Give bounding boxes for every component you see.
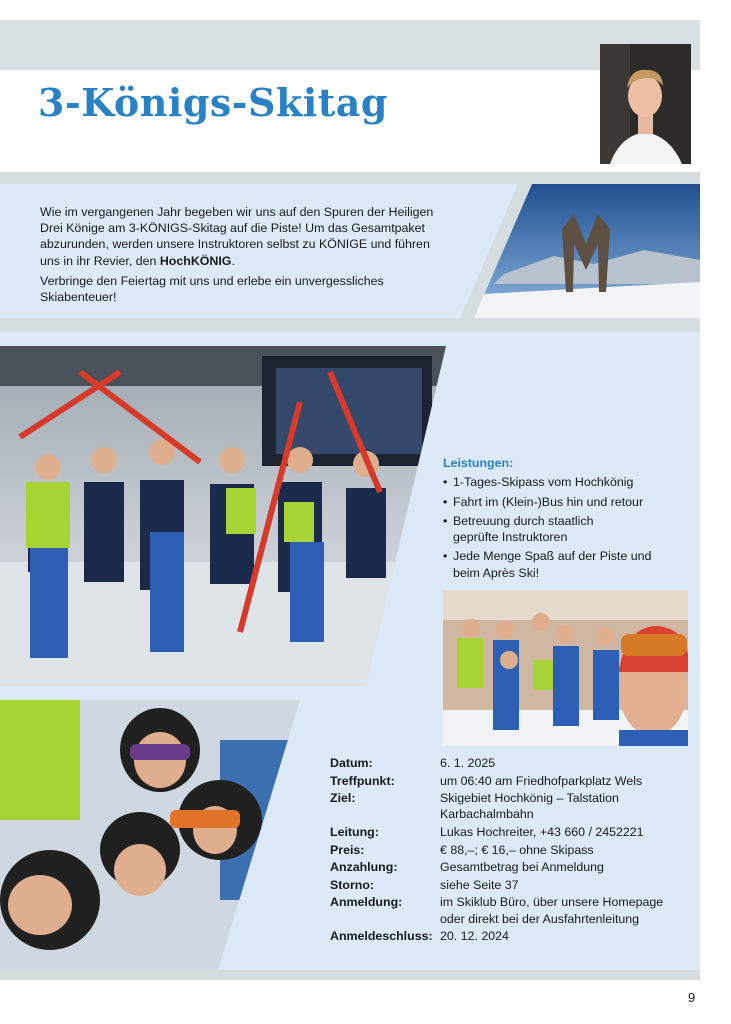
info-row-destination	[330, 790, 700, 822]
service-item	[443, 548, 693, 581]
info-value: im Skiklub Büro, über unsere Homepage oder direkt bei der Ausfahrtenleitung	[440, 895, 664, 926]
intro-bold-text: HochKÖNIG	[159, 253, 232, 268]
service-item-text: Jede Menge Spaß auf der Piste und beim Après Ski!	[453, 549, 652, 580]
intro-text-part: Wie im vergangenen Jahr begeben wir uns auf den Spuren der Heiligen Drei Könige am 3-KÖNIGS-Skitag auf die Piste! Um das Gesamtpaket abzurunden, werden unsere Instruktoren selbst zu KÖNIGE und führen uns in ihr Revier, den	[40, 205, 434, 268]
info-label: Treffpunkt:	[330, 773, 395, 788]
service-item	[443, 474, 693, 490]
info-value: 20. 12. 2024	[440, 929, 509, 944]
info-label: Anmeldung:	[330, 895, 403, 910]
services-title: Leistungen:	[443, 456, 514, 470]
divider-bar	[0, 970, 700, 980]
intro-paragraph-2: Verbringe den Feiertag mit uns und erlebe ein unvergessliches Skiabenteuer!	[40, 273, 384, 305]
info-row-cancellation	[330, 877, 700, 893]
page-title: 3-Königs-Skitag	[38, 80, 389, 125]
info-label: Leitung:	[330, 824, 379, 839]
info-value: um 06:40 am Friedhofparkplatz Wels	[440, 773, 643, 788]
info-value: Gesamtbetrag bei Anmeldung	[440, 860, 604, 875]
info-label: Preis:	[330, 842, 365, 857]
info-label: Ziel:	[330, 791, 356, 806]
service-item-text: Betreuung durch staatlich geprüfte Instruktoren	[453, 513, 594, 545]
info-value: Skigebiet Hochkönig – Talstation Karbachalmbahn	[440, 791, 619, 822]
bullet-icon: •	[443, 513, 448, 528]
info-label: Anzahlung:	[330, 860, 398, 875]
info-value: 6. 1. 2025	[440, 756, 496, 770]
header-band	[0, 20, 700, 70]
info-label: Anmeldeschluss:	[330, 929, 433, 944]
bullet-icon: •	[443, 494, 448, 509]
intro-text	[40, 204, 440, 309]
info-row-registration	[330, 894, 700, 926]
info-label: Storno:	[330, 877, 375, 892]
service-item	[443, 513, 693, 546]
portrait-photo	[600, 44, 691, 164]
group-photo	[0, 332, 460, 686]
selfie-photo	[0, 700, 300, 970]
info-row-date	[330, 755, 700, 771]
divider-bar	[0, 172, 700, 184]
info-label: Datum:	[330, 756, 373, 770]
bullet-icon: •	[443, 549, 448, 564]
page-number: 9	[688, 990, 696, 1005]
gate-mountain-photo	[474, 184, 700, 318]
info-row-price	[330, 842, 700, 858]
service-item-text: 1-Tages-Skipass vom Hochkönig	[453, 475, 634, 490]
service-item	[443, 494, 693, 510]
info-value: € 88,–; € 16,– ohne Skipass	[440, 842, 594, 857]
service-item-text: Fahrt im (Klein-)Bus hin und retour	[453, 494, 644, 509]
info-row-leader	[330, 824, 700, 840]
info-row-deposit	[330, 859, 700, 875]
info-row-meeting-point	[330, 773, 700, 789]
info-value: Lukas Hochreiter, +43 660 / 2452221	[440, 824, 644, 839]
bullet-icon: •	[443, 475, 448, 490]
info-table	[330, 755, 700, 946]
info-row-deadline	[330, 928, 700, 944]
info-value: siehe Seite 37	[440, 877, 519, 892]
intro-paragraph-1	[40, 204, 440, 269]
group-selfie-photo	[443, 590, 688, 746]
intro-text-end: .	[231, 253, 235, 268]
divider-bar	[0, 318, 700, 332]
services-block	[443, 455, 693, 584]
